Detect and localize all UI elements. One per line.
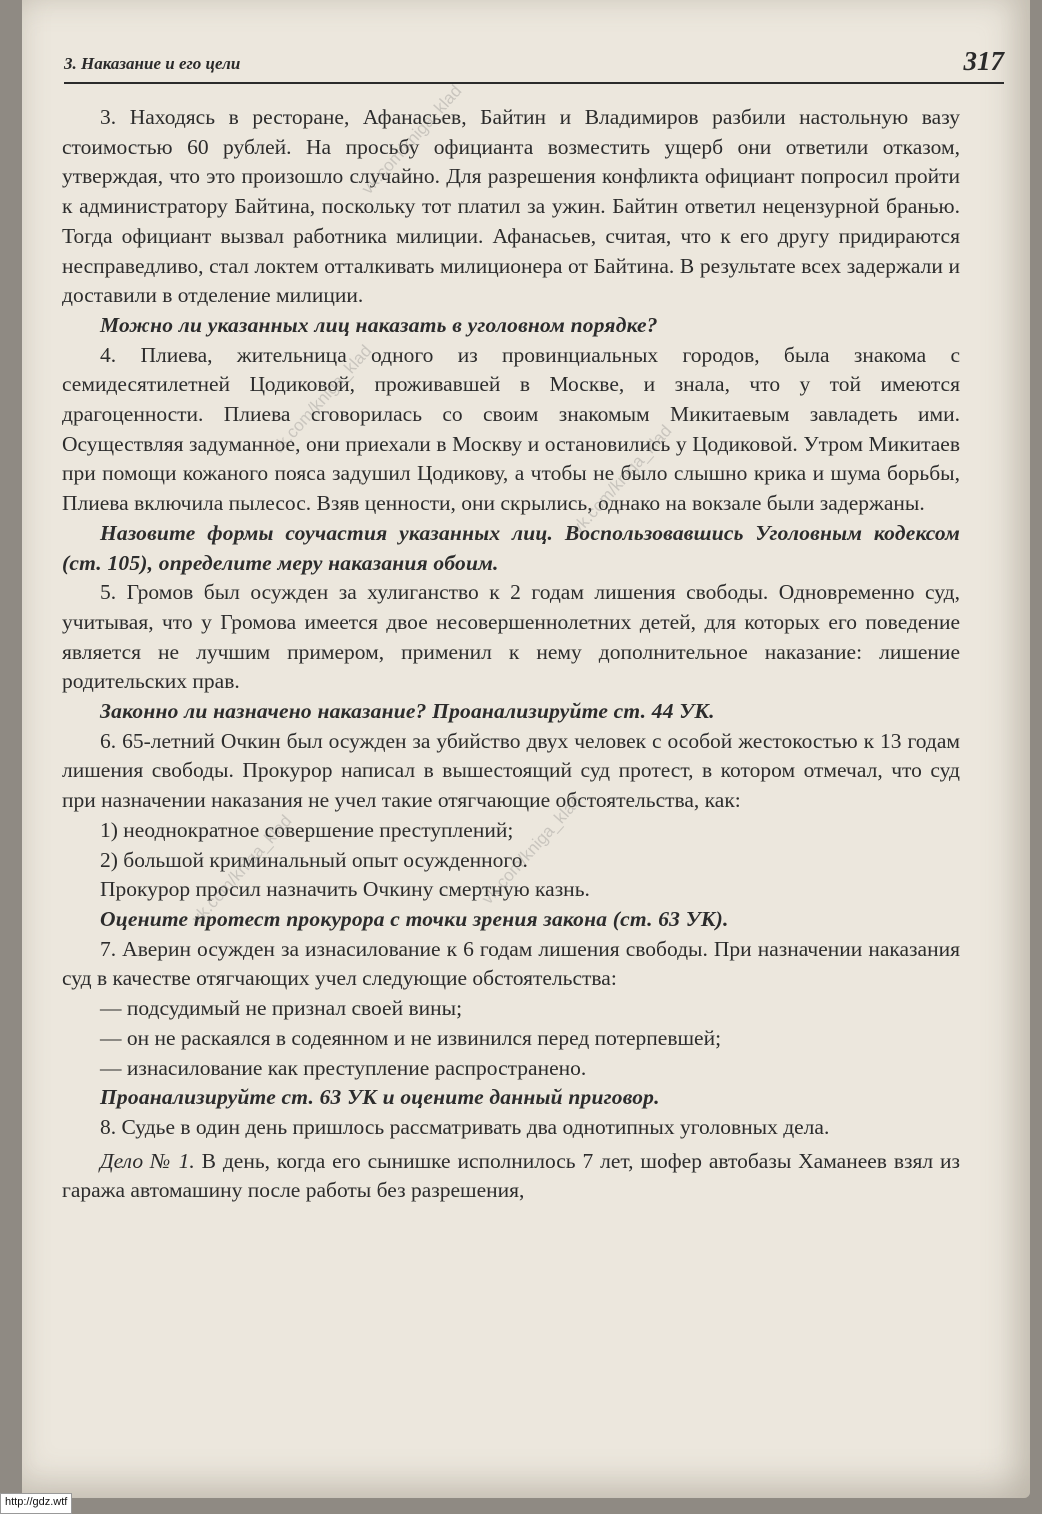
- body-paragraph: — изнасилование как преступление распространено.: [100, 1055, 587, 1080]
- body-paragraph: Прокурор просил назначить Очкину смертную казнь.: [100, 877, 590, 902]
- body-paragraph: 5. Громов был осужден за хулиганство к 2 годам лишения свободы. Одновременно суд, учитывая, что у Громова имеется двое несовершеннолетних детей, для которых его поведение является не лучшим примером, применил к нему дополнительное наказание: лишение родительских прав.: [62, 580, 960, 694]
- source-url-label: http://gdz.wtf: [0, 1493, 72, 1514]
- question-paragraph: Проанализируйте ст. 63 УК и оцените данный приговор.: [100, 1085, 660, 1110]
- body-paragraph: 4. Плиева, жительница одного из провинциальных городов, была знакома с семидесятилетней Цодиковой, проживавшей в Москве, и знала, что у той имеются драгоценности. Плиева сговорилась со своим знакомым Микитаевым завладеть ими. Осуществляя задуманное, они приехали в Москву и остановились у Цодиковой. Утром Микитаев при помощи кожаного пояса задушил Цодикову, а чтобы не было слышно крика и шума борьбы, Плиева включила пылесос. Взяв ценности, они скрылись, однако на вокзале были задержаны.: [62, 342, 960, 516]
- page-body: [62, 103, 960, 1206]
- watermark: vk.com/kniga_klad: [477, 791, 586, 908]
- book-page: [22, 0, 1030, 1498]
- question-paragraph: Назовите формы соучастия указанных лиц. Воспользовавшись Уголовным кодексом (ст. 105), определите меру наказания обоим.: [62, 520, 960, 575]
- body-paragraph: 7. Аверин осужден за изнасилование к 6 годам лишения свободы. При назначении наказания суд в качестве отягчающих учел следующие обстоятельства:: [62, 936, 960, 991]
- body-paragraph: 1) неоднократное совершение преступлений;: [100, 817, 514, 842]
- question-paragraph: Оцените протест прокурора с точки зрения закона (ст. 63 УК).: [100, 906, 729, 931]
- watermark: vk.com/kniga_klad: [567, 421, 676, 538]
- watermark: vk.com/kniga_klad: [267, 341, 376, 458]
- page-header: [64, 46, 1004, 84]
- case-text: В день, когда его сынишке исполнилось 7 лет, шофер автобазы Хаманеев взял из гаража автомашину после работы без разрешения,: [62, 1148, 960, 1203]
- case-paragraph: [62, 1147, 960, 1206]
- body-paragraph: 3. Находясь в ресторане, Афанасьев, Байтин и Владимиров разбили настольную вазу стоимостью 60 рублей. На просьбу официанта возместить ущерб они ответили отказом, утверждая, что это произошло случайно. Для разрешения конфликта официант попросил пройти к администратору Байтина, поскольку тот платил за ужин. Байтин ответил нецензурной бранью. Тогда официант вызвал работника милиции. Афанасьев, считая, что к его другу придираются несправедливо, стал локтем отталкивать милиционера от Байтина. В результате всех задержали и доставили в отделение милиции.: [62, 105, 960, 308]
- body-paragraph: 6. 65-летний Очкин был осужден за убийство двух человек с особой жестокостью к 13 годам лишения свободы. Прокурор написал в вышестоящий суд протест, в котором отмечал, что суд при назначении наказания не учел такие отягчающие обстоятельства, как:: [62, 728, 960, 813]
- case-label: Дело № 1.: [100, 1148, 195, 1173]
- watermark: vk.com/kniga_klad: [357, 81, 466, 198]
- watermark: vk.com/kniga_klad: [187, 811, 296, 928]
- body-paragraph: — подсудимый не признал своей вины;: [100, 996, 463, 1021]
- running-head: 3. Наказание и его цели: [64, 54, 241, 73]
- page-number: 317: [963, 46, 1004, 76]
- question-paragraph: Можно ли указанных лиц наказать в уголовном порядке?: [100, 312, 658, 337]
- question-paragraph: Законно ли назначено наказание? Проанализируйте ст. 44 УК.: [100, 699, 715, 724]
- body-paragraph: 8. Судье в один день пришлось рассматривать два однотипных уголовных дела.: [100, 1114, 830, 1139]
- body-paragraph: 2) большой криминальный опыт осужденного.: [100, 847, 528, 872]
- body-paragraph: — он не раскаялся в содеянном и не извинился перед потерпевшей;: [100, 1025, 722, 1050]
